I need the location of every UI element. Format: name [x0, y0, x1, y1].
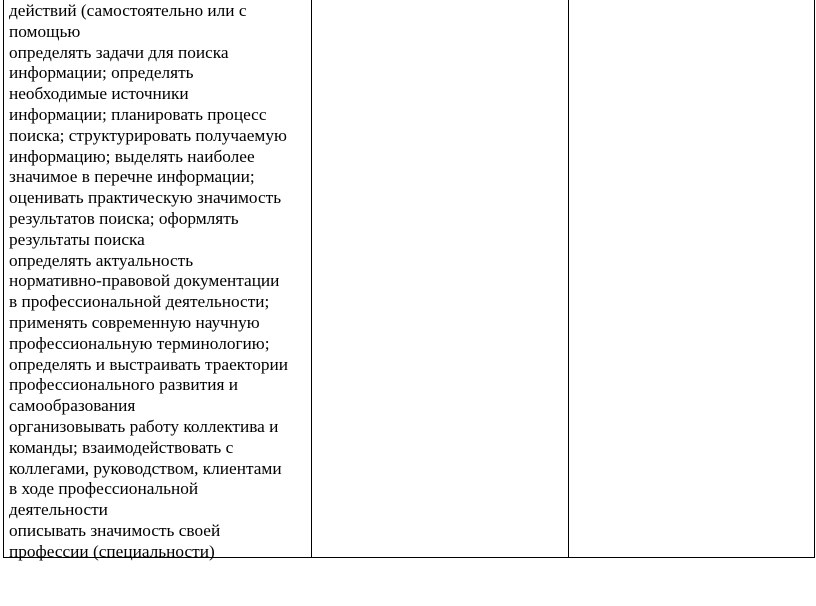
text-line: помощью: [9, 21, 81, 41]
text-line: действий (самостоятельно или с: [9, 1, 247, 20]
text-line: определять задачи для поиска: [9, 42, 229, 62]
text-line: профессионального развития и: [9, 375, 239, 395]
text-line: поиска; структурировать получаемую: [9, 125, 287, 145]
text-line: определять актуальность: [9, 250, 194, 270]
text-line: в профессиональной деятельности;: [9, 292, 270, 312]
text-line: профессиональную терминологию;: [9, 333, 270, 353]
table-cell-empty: [569, 0, 815, 558]
text-line: результаты поиска: [9, 229, 145, 249]
text-line: необходимые источники: [9, 84, 189, 104]
text-line: применять современную научную: [9, 312, 260, 332]
text-line: определять и выстраивать траектории: [9, 354, 289, 374]
table-cell-empty: [312, 0, 569, 558]
text-line: информации; планировать процесс: [9, 104, 267, 124]
text-line: оценивать практическую значимость: [9, 188, 282, 208]
text-line: нормативно-правовой документации: [9, 271, 280, 291]
document-table: [3, 0, 815, 561]
table-cell-skills: [4, 0, 312, 561]
text-line: результатов поиска; оформлять: [9, 208, 239, 228]
text-line: команды; взаимодействовать с: [9, 437, 234, 457]
skills-text: [4, 0, 311, 561]
table-row: [4, 0, 815, 558]
text-line: деятельности: [9, 500, 108, 520]
text-line: самообразования: [9, 396, 136, 416]
text-line: информацию; выделять наиболее: [9, 146, 255, 166]
text-line: описывать значимость своей: [9, 520, 221, 540]
text-line: профессии (специальности): [9, 541, 215, 561]
text-line: организовывать работу коллектива и: [9, 416, 279, 436]
text-line: значимое в перечне информации;: [9, 167, 255, 187]
text-line: в ходе профессиональной: [9, 479, 199, 499]
text-line: коллегами, руководством, клиентами: [9, 458, 282, 478]
text-line: информации; определять: [9, 63, 194, 83]
